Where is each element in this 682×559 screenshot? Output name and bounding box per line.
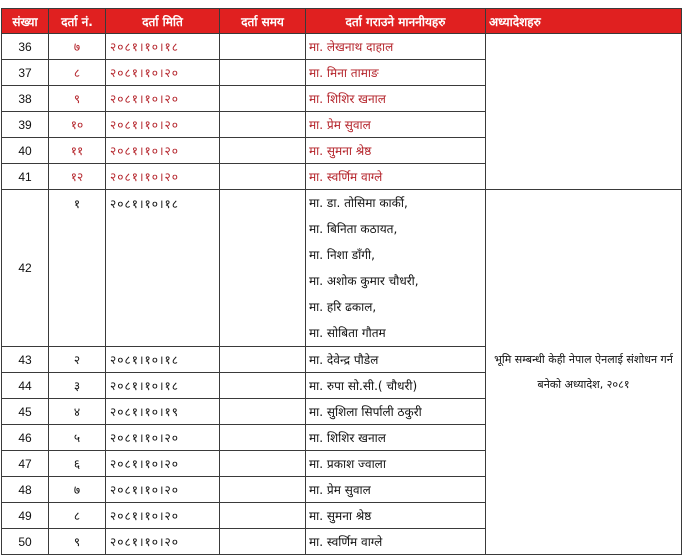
header-darta-samaya: दर्ता समय	[220, 9, 306, 34]
member-name: मा. सोबिता गौतम	[309, 326, 386, 340]
cell-darta-no: ३	[49, 373, 106, 399]
cell-sn: 40	[2, 138, 49, 164]
cell-time	[220, 503, 306, 529]
header-members: दर्ता गराउने माननीयहरु	[306, 9, 486, 34]
cell-sn: 45	[2, 399, 49, 425]
cell-sn: 46	[2, 425, 49, 451]
cell-date: २०८१।१०।२०	[106, 138, 220, 164]
cell-darta-no: ८	[49, 60, 106, 86]
header-ordinances: अध्यादेशहरु	[486, 9, 682, 34]
cell-darta-no: ७	[49, 34, 106, 60]
cell-time	[220, 164, 306, 190]
cell-member: मा. प्रकाश ज्वाला	[306, 451, 486, 477]
table-row	[2, 190, 682, 347]
cell-sn: 41	[2, 164, 49, 190]
cell-darta-no: २	[49, 347, 106, 373]
cell-time	[220, 34, 306, 60]
cell-date: २०८१।१०।२०	[106, 425, 220, 451]
cell-member: मा. सुशिला सिर्पाली ठकुरी	[306, 399, 486, 425]
cell-sn: 43	[2, 347, 49, 373]
member-name: मा. निशा डाँगी,	[309, 248, 375, 262]
cell-darta-no: ९	[49, 86, 106, 112]
cell-darta-no: १	[49, 190, 106, 347]
cell-member: मा. सुमना श्रेष्ठ	[306, 503, 486, 529]
cell-sn: 37	[2, 60, 49, 86]
cell-member: मा. सुमना श्रेष्ठ	[306, 138, 486, 164]
cell-darta-no: ५	[49, 425, 106, 451]
cell-member: मा. शिशिर खनाल	[306, 86, 486, 112]
cell-time	[220, 347, 306, 373]
cell-darta-no: ४	[49, 399, 106, 425]
header-row	[2, 9, 682, 34]
header-darta-miti: दर्ता मिति	[106, 9, 220, 34]
cell-time	[220, 86, 306, 112]
cell-sn: 49	[2, 503, 49, 529]
cell-date: २०८१।१०।१९	[106, 399, 220, 425]
cell-member: मा. लेखनाथ दाहाल	[306, 34, 486, 60]
cell-date: २०८१।१०।२०	[106, 503, 220, 529]
cell-date: २०८१।१०।२०	[106, 112, 220, 138]
table-row	[2, 34, 682, 60]
cell-sn: 48	[2, 477, 49, 503]
cell-member: मा. शिशिर खनाल	[306, 425, 486, 451]
cell-date: २०८१।१०।१८	[106, 34, 220, 60]
cell-time	[220, 399, 306, 425]
cell-darta-no: १२	[49, 164, 106, 190]
cell-sn: 39	[2, 112, 49, 138]
cell-date: २०८१।१०।१८	[106, 373, 220, 399]
cell-member: मा. रुपा सो.सी.( चौधरी)	[306, 373, 486, 399]
cell-sn: 50	[2, 529, 49, 555]
member-name: मा. हरि ढकाल,	[309, 300, 377, 314]
cell-time	[220, 529, 306, 555]
cell-darta-no: ६	[49, 451, 106, 477]
cell-time	[220, 451, 306, 477]
cell-darta-no: ७	[49, 477, 106, 503]
cell-sn: 38	[2, 86, 49, 112]
member-name: मा. डा. तोसिमा कार्की,	[309, 196, 408, 210]
cell-time	[220, 373, 306, 399]
cell-date: २०८१।१०।२०	[106, 86, 220, 112]
cell-member: मा. स्वर्णिम वाग्ले	[306, 529, 486, 555]
cell-sn: 47	[2, 451, 49, 477]
cell-sn: 36	[2, 34, 49, 60]
cell-time	[220, 60, 306, 86]
cell-member: मा. प्रेम सुवाल	[306, 112, 486, 138]
cell-darta-no: ८	[49, 503, 106, 529]
cell-date: २०८१।१०।२०	[106, 477, 220, 503]
cell-member: मा. स्वर्णिम वाग्ले	[306, 164, 486, 190]
cell-date: २०८१।१०।१८	[106, 347, 220, 373]
cell-date: २०८१।१०।२०	[106, 60, 220, 86]
cell-member-list	[306, 190, 486, 347]
header-sn: संख्या	[2, 9, 49, 34]
cell-time	[220, 190, 306, 347]
cell-member: मा. प्रेम सुवाल	[306, 477, 486, 503]
cell-sn: 42	[2, 190, 49, 347]
cell-darta-no: ९	[49, 529, 106, 555]
cell-darta-no: ११	[49, 138, 106, 164]
cell-ordinance: भूमि सम्बन्धी केही नेपाल ऐनलाई संशोधन गर्न बनेको अध्यादेश, २०८१	[486, 190, 682, 555]
cell-member: मा. मिना तामाङ	[306, 60, 486, 86]
cell-darta-no: १०	[49, 112, 106, 138]
cell-member: मा. देवेन्द्र पौडेल	[306, 347, 486, 373]
cell-time	[220, 112, 306, 138]
cell-ordinance-empty	[486, 34, 682, 190]
cell-time	[220, 425, 306, 451]
member-name: मा. बिनिता कठायत,	[309, 222, 398, 236]
cell-date: २०८१।१०।२०	[106, 529, 220, 555]
header-darta-no: दर्ता नं.	[49, 9, 106, 34]
cell-date: २०८१।१०।१८	[106, 190, 220, 347]
cell-time	[220, 138, 306, 164]
member-name: मा. अशोक कुमार चौधरी,	[309, 274, 419, 288]
cell-date: २०८१।१०।२०	[106, 164, 220, 190]
cell-sn: 44	[2, 373, 49, 399]
registration-table	[1, 8, 682, 555]
cell-time	[220, 477, 306, 503]
cell-date: २०८१।१०।२०	[106, 451, 220, 477]
